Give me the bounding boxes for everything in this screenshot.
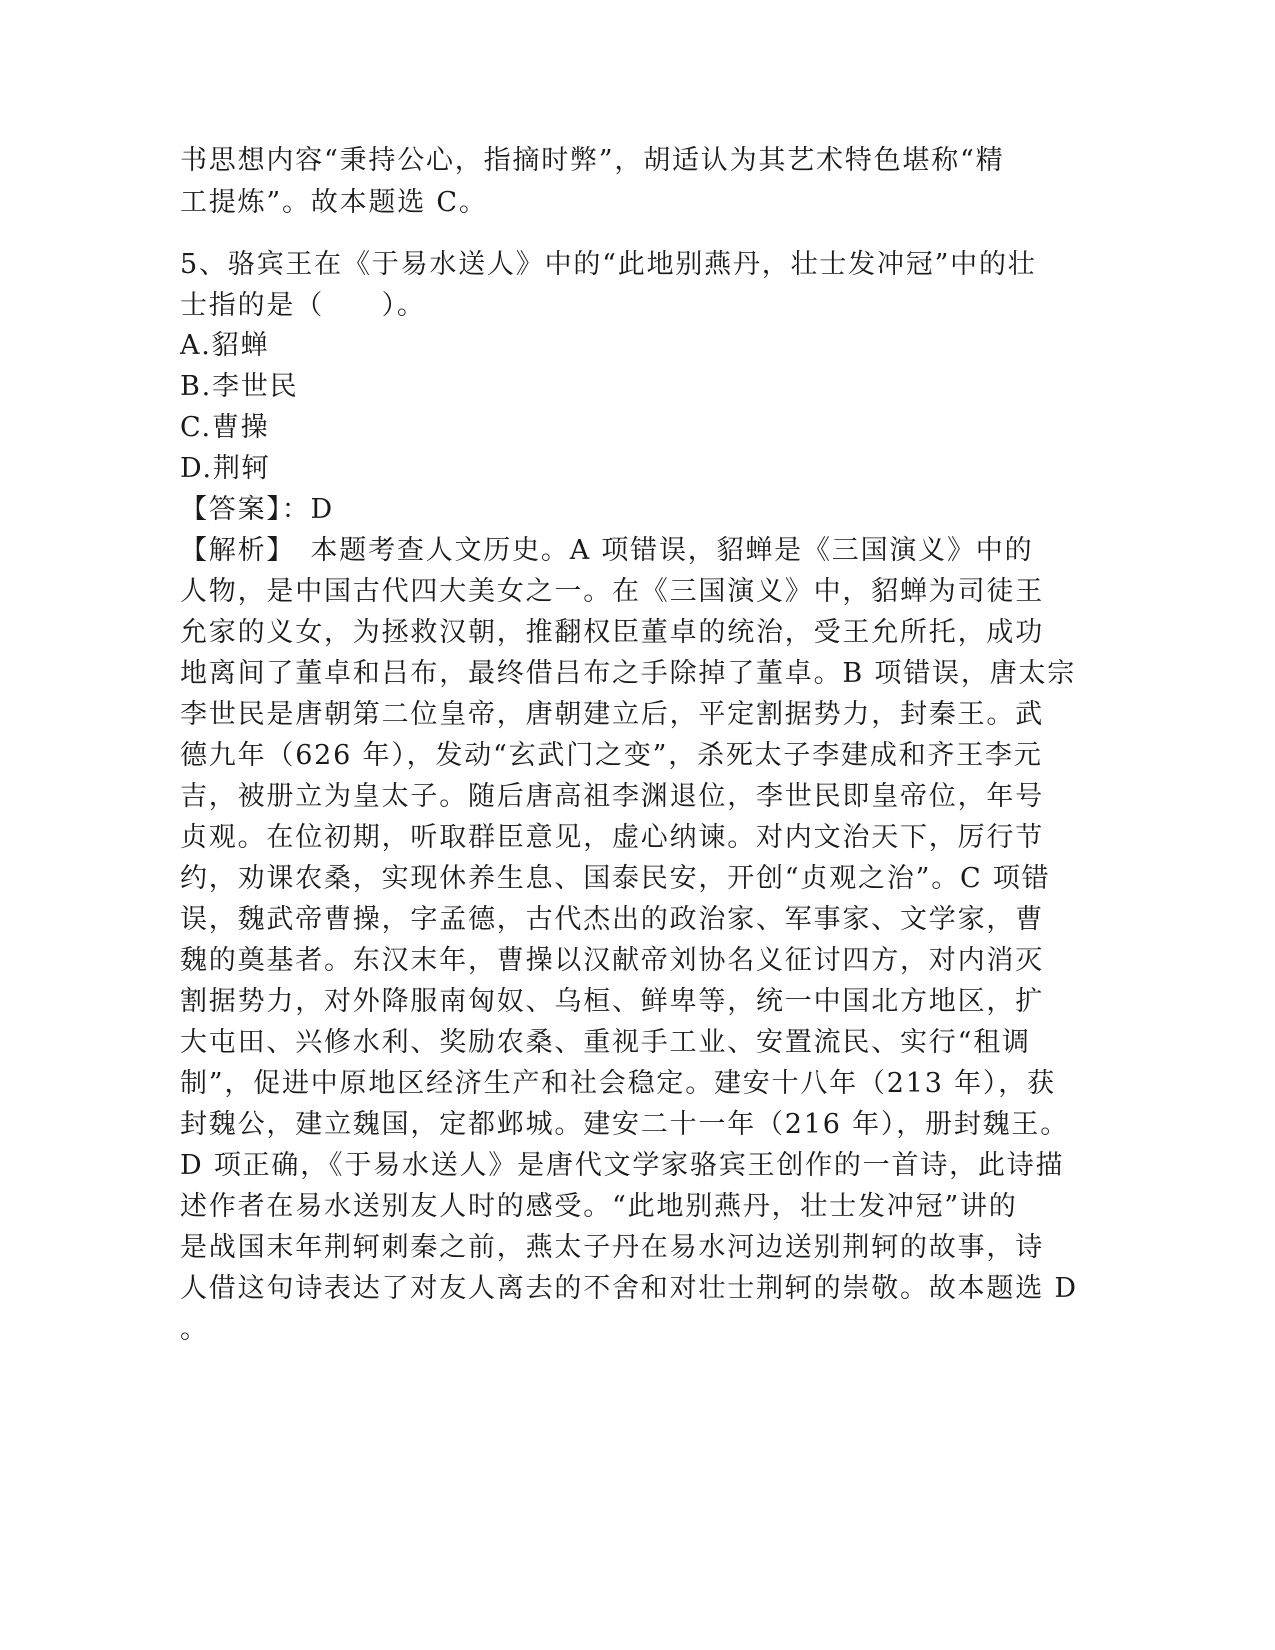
analysis-line: 封魏公，建立魏国，定都邺城。建安二十一年（216 年），册封魏王。 xyxy=(180,1109,1070,1140)
analysis-line: 约，劝课农桑，实现休养生息、国泰民安，开创“贞观之治”。C 项错 xyxy=(180,863,1051,894)
prev-explanation-line: 书思想内容“秉持公心，指摘时弊”，胡适认为其艺术特色堪称“精 xyxy=(180,145,1005,176)
answer-line: 【答案】：D xyxy=(180,494,334,525)
analysis-line: 割据势力，对外降服南匈奴、乌桓、鲜卑等，统一中国北方地区，扩 xyxy=(180,986,1044,1017)
analysis-line: 李世民是唐朝第二位皇帝，唐朝建立后，平定割据势力，封秦王。武 xyxy=(180,699,1044,730)
option-d: D.荆轲 xyxy=(180,453,271,484)
analysis-line: 制”，促进中原地区经济生产和社会稳定。建安十八年（213 年），获 xyxy=(180,1068,1056,1099)
option-b: B.李世民 xyxy=(180,371,299,402)
analysis-line: 误，魏武帝曹操，字孟德，古代杰出的政治家、军事家、文学家，曹 xyxy=(180,904,1044,935)
analysis-line: 人物，是中国古代四大美女之一。在《三国演义》中，貂蝉为司徒王 xyxy=(180,576,1044,607)
analysis-line: 是战国末年荆轲刺秦之前，燕太子丹在易水河边送别荆轲的故事，诗 xyxy=(180,1232,1044,1263)
analysis-line: 允家的义女，为拯救汉朝，推翻权臣董卓的统治，受王允所托，成功 xyxy=(180,617,1044,648)
analysis-line: 贞观。在位初期，听取群臣意见，虚心纳谏。对内文治天下，厉行节 xyxy=(180,822,1044,853)
analysis-line: 地离间了董卓和吕布，最终借吕布之手除掉了董卓。B 项错误，唐太宗 xyxy=(180,658,1077,689)
analysis-line: 大屯田、兴修水利、奖励农桑、重视手工业、安置流民、实行“租调 xyxy=(180,1027,1031,1058)
prev-explanation-line: 工提炼”。故本题选 C。 xyxy=(180,187,488,218)
analysis-line: 魏的奠基者。东汉末年，曹操以汉献帝刘协名义征讨四方，对内消灭 xyxy=(180,945,1044,976)
analysis-line: 吉，被册立为皇太子。随后唐高祖李渊退位，李世民即皇帝位，年号 xyxy=(180,781,1044,812)
question-stem-line: 5、骆宾王在《于易水送人》中的“此地别燕丹，壮士发冲冠”中的壮 xyxy=(180,249,1037,280)
option-a: A.貂蝉 xyxy=(180,330,270,361)
option-c: C.曹操 xyxy=(180,412,270,443)
analysis-line: D 项正确，《于易水送人》是唐代文学家骆宾王创作的一首诗，此诗描 xyxy=(180,1150,1065,1181)
analysis-line: 。 xyxy=(180,1314,209,1345)
analysis-line: 人借这句诗表达了对友人离去的不舍和对壮士荆轲的崇敬。故本题选 D xyxy=(180,1273,1078,1304)
analysis-line: 德九年（626 年），发动“玄武门之变”，杀死太子李建成和齐王李元 xyxy=(180,740,1043,771)
analysis-line: 【解析】 本题考查人文历史。A 项错误，貂蝉是《三国演义》中的 xyxy=(180,535,1034,566)
analysis-line: 述作者在易水送别友人时的感受。“此地别燕丹，壮士发冲冠”讲的 xyxy=(180,1191,1018,1222)
question-stem-line: 士指的是（ ）。 xyxy=(180,290,426,321)
